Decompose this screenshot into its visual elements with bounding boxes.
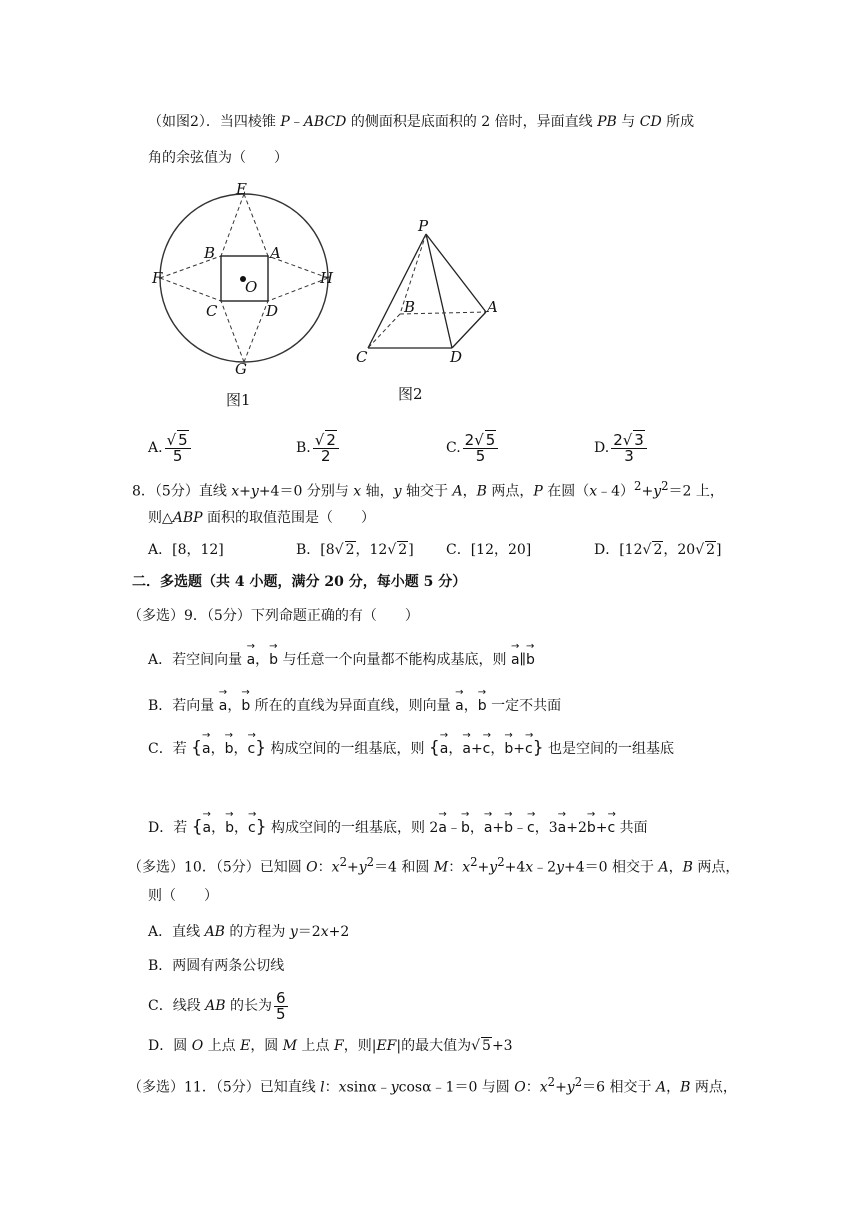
q11-stem: （多选）11．（5分）已知直线 l：xsinα﹣ycosα﹣1＝0 与圆 O：$x^2+y^2=6$ 相交于 A，B 两点， bbox=[128, 1075, 737, 1096]
fig2-label-P: P bbox=[418, 217, 429, 235]
q10-stem-line2: 则（ ） bbox=[148, 888, 218, 904]
q8-stem-line2: 则△ABP 面积的取值范围是（ ） bbox=[148, 510, 376, 526]
figure-1-caption: 图1 bbox=[226, 391, 251, 409]
q7-option-d[interactable]: D. $\frac{2√ 3}{3}$ bbox=[594, 428, 649, 468]
q7-stem-line2: 角的余弦值为（ ） bbox=[148, 150, 288, 166]
q8-option-a[interactable]: A．[8，12] bbox=[148, 542, 224, 558]
q10-option-a[interactable]: A．直线 AB 的方程为 y＝2x+2 bbox=[148, 924, 350, 940]
fig2-label-D: D bbox=[450, 348, 463, 366]
fig2-label-C: C bbox=[356, 348, 368, 366]
q9-option-d[interactable]: D．若 {→ a，→ b，→ c} 构成空间的一组基底，则 2→ a﹣→ b，→ a+→ b﹣→ c，3→ a+2→ b+→ c 共面 bbox=[148, 814, 648, 838]
q10-option-b[interactable]: B．两圆有两条公切线 bbox=[148, 958, 285, 974]
figure-2-pyramid-diagram bbox=[350, 216, 510, 376]
q10-option-d[interactable]: D．圆 O 上点 E，圆 M 上点 F，则|EF|的最大值为√ 5+3 bbox=[148, 1038, 513, 1054]
figure-1-circle-diagram bbox=[140, 176, 350, 376]
fig1-label-F: F bbox=[152, 269, 163, 287]
fig1-label-O: O bbox=[245, 278, 258, 296]
q10-option-c[interactable]: C．线段 AB 的长为 $\frac{6}{5}$ bbox=[148, 988, 286, 1023]
q9-option-b[interactable]: B．若向量 → a，→ b 所在的直线为异面直线，则向量 → a，→ b 一定不共面 bbox=[148, 692, 561, 716]
q8-stem-line1: 8．（5分）直线 x+y+4＝0 分别与 x 轴，y 轴交于 A，B 两点，P 在圆$(x﹣4)^2+y^2=2$ 上， bbox=[132, 479, 724, 500]
fig1-label-C: C bbox=[206, 302, 218, 320]
section-heading-multi-choice: 二．多选题（共 4 小题，满分 20 分，每小题 5 分） bbox=[132, 574, 467, 590]
fig2-label-A: A bbox=[487, 298, 498, 316]
q10-stem: （多选）10．（5分）已知圆 O：$x^2+y^2=4$ 和圆 M：$x^2+y^2+4x﹣2y+4=0$ 相交于 A，B 两点， bbox=[128, 855, 740, 876]
fig2-label-B: B bbox=[404, 298, 416, 316]
q8-option-d[interactable]: D．[12√ 2，20√ 2] bbox=[594, 542, 722, 558]
figure-2-caption: 图2 bbox=[398, 385, 423, 403]
q7-stem-line1: （如图2）．当四棱锥 P﹣ABCD 的侧面积是底面积的 2 倍时，异面直线 PB 与 CD 所成 bbox=[148, 114, 695, 130]
fig1-label-H: H bbox=[320, 269, 334, 287]
q8-option-c[interactable]: C．[12，20] bbox=[446, 542, 532, 558]
q9-option-c[interactable]: C．若 {→ a，→ b，→ c} 构成空间的一组基底，则 {→ a，→ a+→ c，→ b+→ c} 也是空间的一组基底 bbox=[148, 735, 674, 759]
q7-option-b[interactable]: B. $\frac{√ 2}{2}$ bbox=[296, 428, 341, 468]
q8-option-b[interactable]: B．[8√ 2，12√ 2] bbox=[296, 542, 414, 558]
q9-stem: （多选）9．（5分）下列命题正确的有（ ） bbox=[128, 608, 419, 624]
fig1-label-A: A bbox=[270, 244, 281, 262]
q9-option-a[interactable]: A．若空间向量 → a，→ b 与任意一个向量都不能构成基底，则 → a∥→ b bbox=[148, 646, 535, 670]
fig1-label-D: D bbox=[266, 302, 279, 320]
q7-option-a[interactable]: A. $\frac{√ 5}{5}$ bbox=[148, 428, 193, 468]
q7-option-c[interactable]: C. $\frac{2√ 5}{5}$ bbox=[446, 428, 500, 468]
fig1-label-G: G bbox=[235, 360, 247, 376]
fig1-label-E: E bbox=[236, 180, 247, 198]
fig1-label-B: B bbox=[204, 244, 216, 262]
